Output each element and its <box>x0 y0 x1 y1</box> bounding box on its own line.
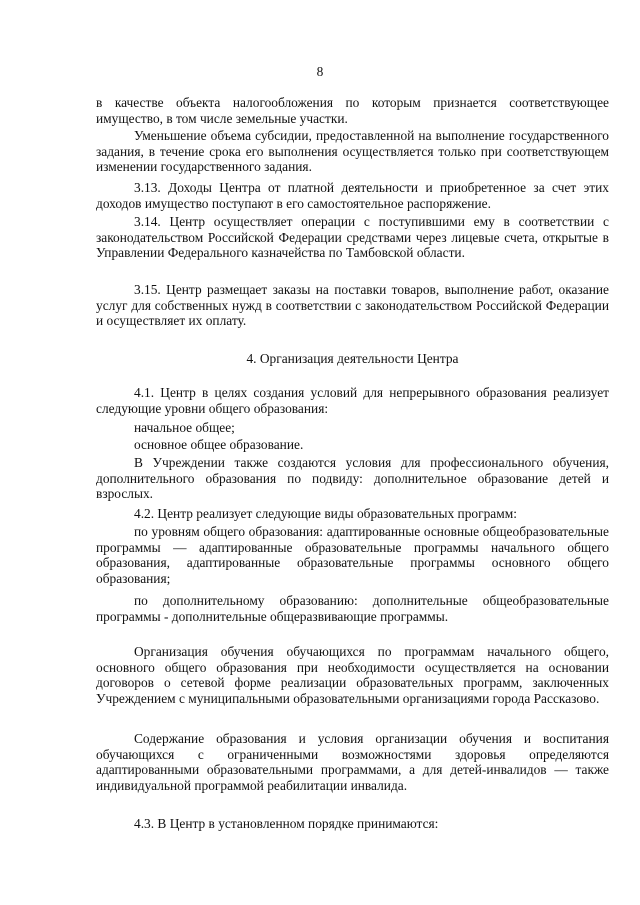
paragraph-additional-programs: по дополнительному образованию: дополнительные общеобразовательные программы - дополнительные общеразвивающие программы. <box>96 593 609 624</box>
paragraph-4-2: 4.2. Центр реализует следующие виды образовательных программ: <box>134 506 517 521</box>
paragraph-network-form: Организация обучения обучающихся по программам начального общего, основного общего образования при необходимости осуществляется на основании договоров о сетевой форме реализации образовательных программ, заключенных Учреждением с муниципальными образовательными организациями города Рассказово. <box>96 644 609 706</box>
page-number: 8 <box>316 64 324 79</box>
paragraph-subsidy-reduction: Уменьшение объема субсидии, предоставленной на выполнение государственного задания, в течение срока его выполнения осуществляется только при соответствующем изменении государственного задания. <box>96 128 609 175</box>
paragraph-tax-object: в качестве объекта налогообложения по которым признается соответствующее имущество, в том числе земельные участки. <box>96 95 609 126</box>
list-item-primary-general: начальное общее; <box>134 420 235 435</box>
section-heading: 4. Организация деятельности Центра <box>246 351 459 366</box>
list-item-basic-general: основное общее образование. <box>134 437 304 452</box>
paragraph-3-13: 3.13. Доходы Центра от платной деятельности и приобретенное за счет этих доходов имущество поступают в его самостоятельное распоряжение. <box>96 180 609 211</box>
paragraph-4-1: 4.1. Центр в целях создания условий для непрерывного образования реализует следующие уровни общего образования: <box>96 385 609 416</box>
paragraph-conditions: В Учреждении также создаются условия для профессионального обучения, дополнительного образования по подвиду: дополнительное образование детей и взрослых. <box>96 455 609 502</box>
paragraph-4-3: 4.3. В Центр в установленном порядке принимаются: <box>134 816 439 831</box>
paragraph-3-14: 3.14. Центр осуществляет операции с поступившими ему в соответствии с законодательством Российской Федерации средствами через лицевые счета, открытые в Управлении Федерального казначейства по Тамбовской области. <box>96 214 609 261</box>
paragraph-3-15: 3.15. Центр размещает заказы на поставки товаров, выполнение работ, оказание услуг для собственных нужд в соответствии с законодательством Российской Федерации и осуществляет их оплату. <box>96 282 609 329</box>
paragraph-general-programs: по уровням общего образования: адаптированные основные общеобразовательные программы — адаптированные образовательные программы начального общего образования, адаптированные образовательные программы основного общего образования; <box>96 524 609 586</box>
paragraph-education-content: Содержание образования и условия организации обучения и воспитания обучающихся с ограниченными возможностями здоровья определяются адаптированными образовательными программами, а для детей-инвалидов — также индивидуальной программой реабилитации инвалида. <box>96 731 609 793</box>
